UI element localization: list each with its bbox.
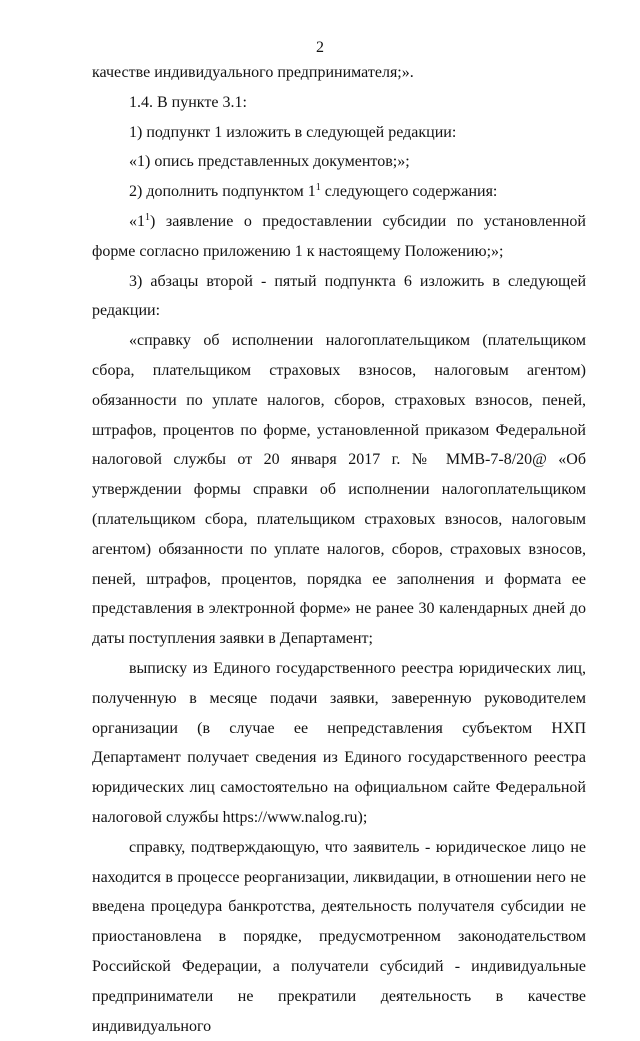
paragraph-subclause-2-text: 2) дополнить подпунктом 1 [129, 183, 316, 201]
paragraph-subclause-2-tail: следующего содержания: [320, 183, 498, 201]
paragraph-subclause-1-1-open: «1 [129, 212, 145, 230]
paragraph-registry-extract: выписку из Единого государственного реестра юридических лиц, полученную в месяце подачи заявки, заверенную руководителем организации (в случае ее непредставления субъектом НХП Департамент получает сведения из Единого государственного реестра юридических лиц самостоятельно на официальном сайте Федеральной налоговой службы https://www.nalog.ru); [92, 659, 586, 826]
paragraph-subclause-1-1-text [92, 207, 586, 267]
page-number: 2 [316, 39, 324, 56]
paragraph-subclause-3: 3) абзацы второй - пятый подпункта 6 изложить в следующей редакции: [92, 272, 586, 320]
superscript-one: 1 [315, 182, 321, 194]
paragraph-subclause-1: 1) подпункт 1 изложить в следующей редакции: [129, 123, 457, 141]
paragraph-subclause-1-1-body: ) заявление о предоставлении субсидии по установленной форме согласно приложению 1 к настоящему Положению;»; [92, 212, 586, 260]
superscript-one: 1 [145, 211, 150, 223]
paragraph-subclause-1-text: «1) опись представленных документов;»; [129, 153, 410, 171]
paragraph-continuation: качестве индивидуального предпринимателя;». [92, 64, 414, 81]
paragraph-tax-certificate: «справку об исполнении налогоплательщиком (плательщиком сбора, плательщиком страховых взносов, налоговым агентом) обязанности по уплате налогов, сборов, страховых взносов, пеней, штрафов, процентов по форме, установленной приказом Федеральной налоговой службы от 20 января 2017 г. № ММВ-7-8/20@ «Об утверждении формы справки об исполнении налогоплательщиком (плательщиком сбора, плательщиком страховых взносов, налоговым агентом) обязанности по уплате налогов, сборов, страховых взносов, пеней, штрафов, процентов, порядка ее заполнения и формата ее представления в электронной форме» не ранее 30 календарных дней до даты поступления заявки в Департамент; [92, 332, 586, 648]
document-body [92, 58, 586, 1041]
paragraph-subclause-2 [92, 177, 586, 207]
paragraph-clause-1-4: 1.4. В пункте 3.1: [129, 93, 247, 111]
paragraph-status-certificate: справку, подтверждающую, что заявитель - юридическое лицо не находится в процессе реорганизации, ликвидации, в отношении него не введена процедура банкротства, деятельность получателя субсидии не приостановлена в порядке, предусмотренном законодательством Российской Федерации, а получатели субсидий - индивидуальные предприниматели не прекратили деятельность в качестве индивидуального [92, 838, 586, 1035]
